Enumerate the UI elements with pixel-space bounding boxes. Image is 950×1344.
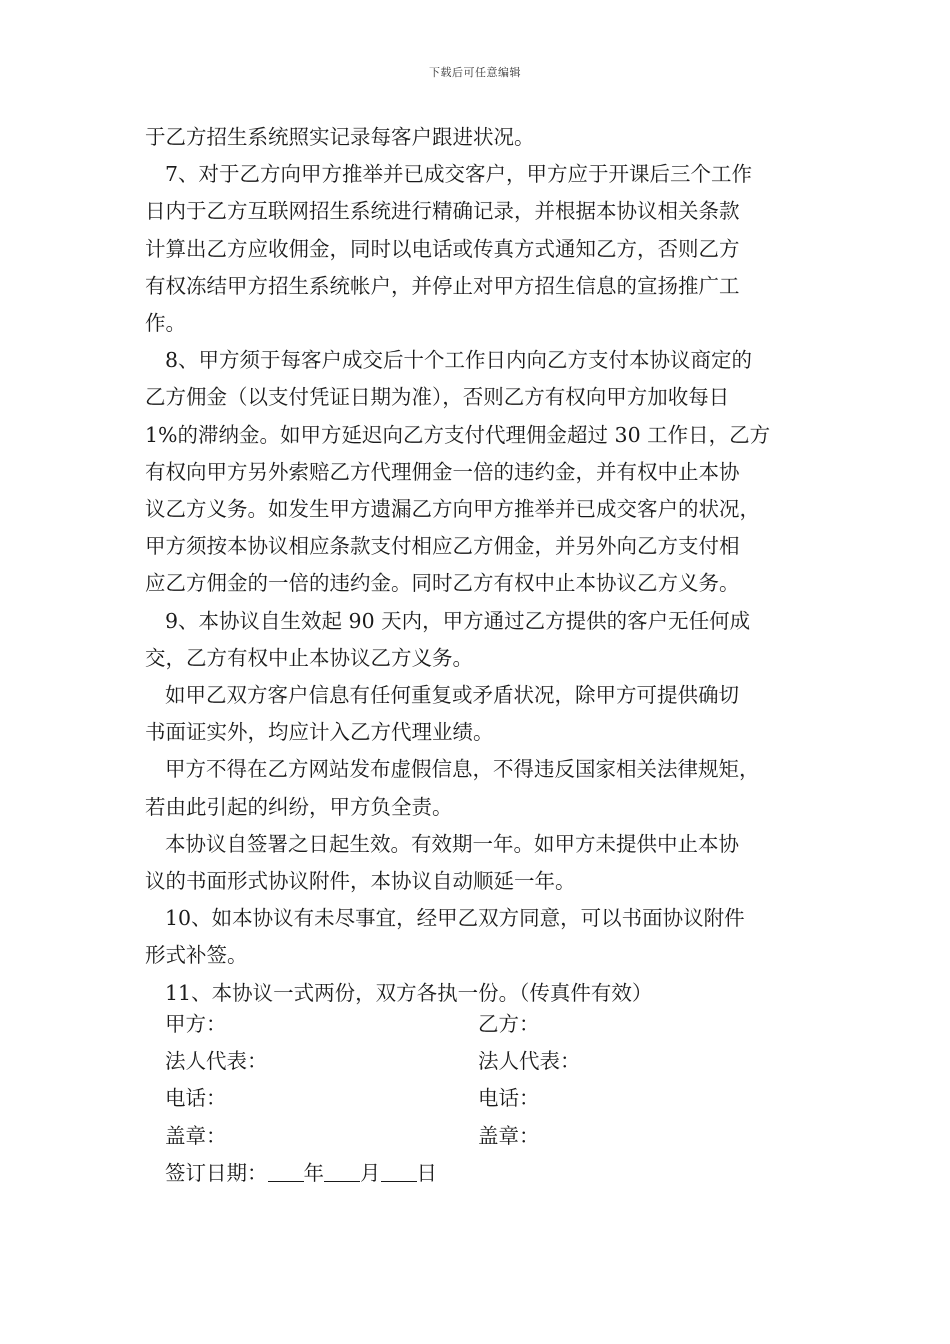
paragraph-line: 议乙方义务。如发生甲方遗漏乙方向甲方推举并已成交客户的状况， bbox=[145, 497, 760, 522]
signature-row-seal bbox=[165, 1118, 665, 1155]
paragraph-line: 本协议自签署之日起生效。有效期一年。如甲方未提供中止本协 bbox=[165, 831, 739, 856]
party-a-phone-label: 电话： bbox=[165, 1086, 227, 1111]
signing-date-row bbox=[165, 1155, 665, 1192]
paragraph-line: 如甲乙双方客户信息有任何重复或矛盾状况，除甲方可提供确切 bbox=[165, 683, 739, 708]
paragraph-line: 9、本协议自生效起 90 天内，甲方通过乙方提供的客户无任何成 bbox=[165, 608, 751, 633]
signature-row-party bbox=[165, 1006, 665, 1043]
paragraph-line: 书面证实外，均应计入乙方代理业绩。 bbox=[145, 720, 494, 745]
paragraph-line: 10、如本协议有未尽事宜，经甲乙双方同意，可以书面协议附件 bbox=[165, 906, 745, 931]
signing-date-label: 签订日期： bbox=[165, 1160, 268, 1185]
page-header-note: 下载后可任意编辑 bbox=[429, 66, 521, 79]
signature-row-legal-rep bbox=[165, 1043, 665, 1080]
paragraph-line: 交，乙方有权中止本协议乙方义务。 bbox=[145, 645, 473, 670]
party-a-seal-label: 盖章： bbox=[165, 1123, 227, 1148]
paragraph-line: 若由此引起的纠纷，甲方负全责。 bbox=[145, 794, 453, 819]
paragraph-line: 有权冻结甲方招生系统帐户，并停止对甲方招生信息的宣扬推广工 bbox=[145, 273, 740, 298]
month-label: 月 bbox=[360, 1160, 381, 1185]
party-b-legal-rep-label: 法人代表： bbox=[478, 1049, 581, 1074]
party-a-legal-rep-label: 法人代表： bbox=[165, 1049, 268, 1074]
document-body bbox=[145, 119, 825, 1012]
signature-block bbox=[165, 1006, 665, 1192]
day-blank bbox=[381, 1163, 417, 1182]
year-blank bbox=[268, 1163, 304, 1182]
paragraph-line: 应乙方佣金的一倍的违约金。同时乙方有权中止本协议乙方义务。 bbox=[145, 571, 740, 596]
paragraph-line: 11、本协议一式两份，双方各执一份。（传真件有效） bbox=[165, 980, 653, 1005]
party-b-phone-label: 电话： bbox=[478, 1086, 540, 1111]
paragraph-line: 甲方须按本协议相应条款支付相应乙方佣金，并另外向乙方支付相 bbox=[145, 534, 740, 559]
paragraph-line: 议的书面形式协议附件，本协议自动顺延一年。 bbox=[145, 869, 576, 894]
month-blank bbox=[324, 1163, 360, 1182]
paragraph-line: 甲方不得在乙方网站发布虚假信息，不得违反国家相关法律规矩， bbox=[165, 757, 760, 782]
paragraph-line: 乙方佣金（以支付凭证日期为准），否则乙方有权向甲方加收每日 bbox=[145, 385, 730, 410]
year-label: 年 bbox=[303, 1160, 324, 1185]
paragraph-line: 8、甲方须于每客户成交后十个工作日内向乙方支付本协议商定的 bbox=[165, 348, 753, 373]
paragraph-line: 于乙方招生系统照实记录每客户跟进状况。 bbox=[145, 125, 535, 149]
paragraph-line: 形式补签。 bbox=[145, 943, 248, 968]
paragraph-line: 日内于乙方互联网招生系统进行精确记录，并根据本协议相关条款 bbox=[145, 199, 740, 224]
day-label: 日 bbox=[416, 1160, 437, 1185]
paragraph-line: 7、对于乙方向甲方推举并已成交客户，甲方应于开课后三个工作 bbox=[165, 162, 753, 187]
party-b-label: 乙方： bbox=[478, 1012, 540, 1036]
paragraph-line: 有权向甲方另外索赔乙方代理佣金一倍的违约金，并有权中止本协 bbox=[145, 459, 740, 484]
paragraph-line: 作。 bbox=[145, 311, 186, 336]
paragraph-line: 计算出乙方应收佣金，同时以电话或传真方式通知乙方，否则乙方 bbox=[145, 236, 740, 261]
signature-row-phone bbox=[165, 1080, 665, 1117]
party-b-seal-label: 盖章： bbox=[478, 1123, 540, 1148]
party-a-label: 甲方： bbox=[165, 1012, 227, 1036]
paragraph-line: 1%的滞纳金。如甲方延迟向乙方支付代理佣金超过 30 工作日，乙方 bbox=[145, 422, 771, 447]
